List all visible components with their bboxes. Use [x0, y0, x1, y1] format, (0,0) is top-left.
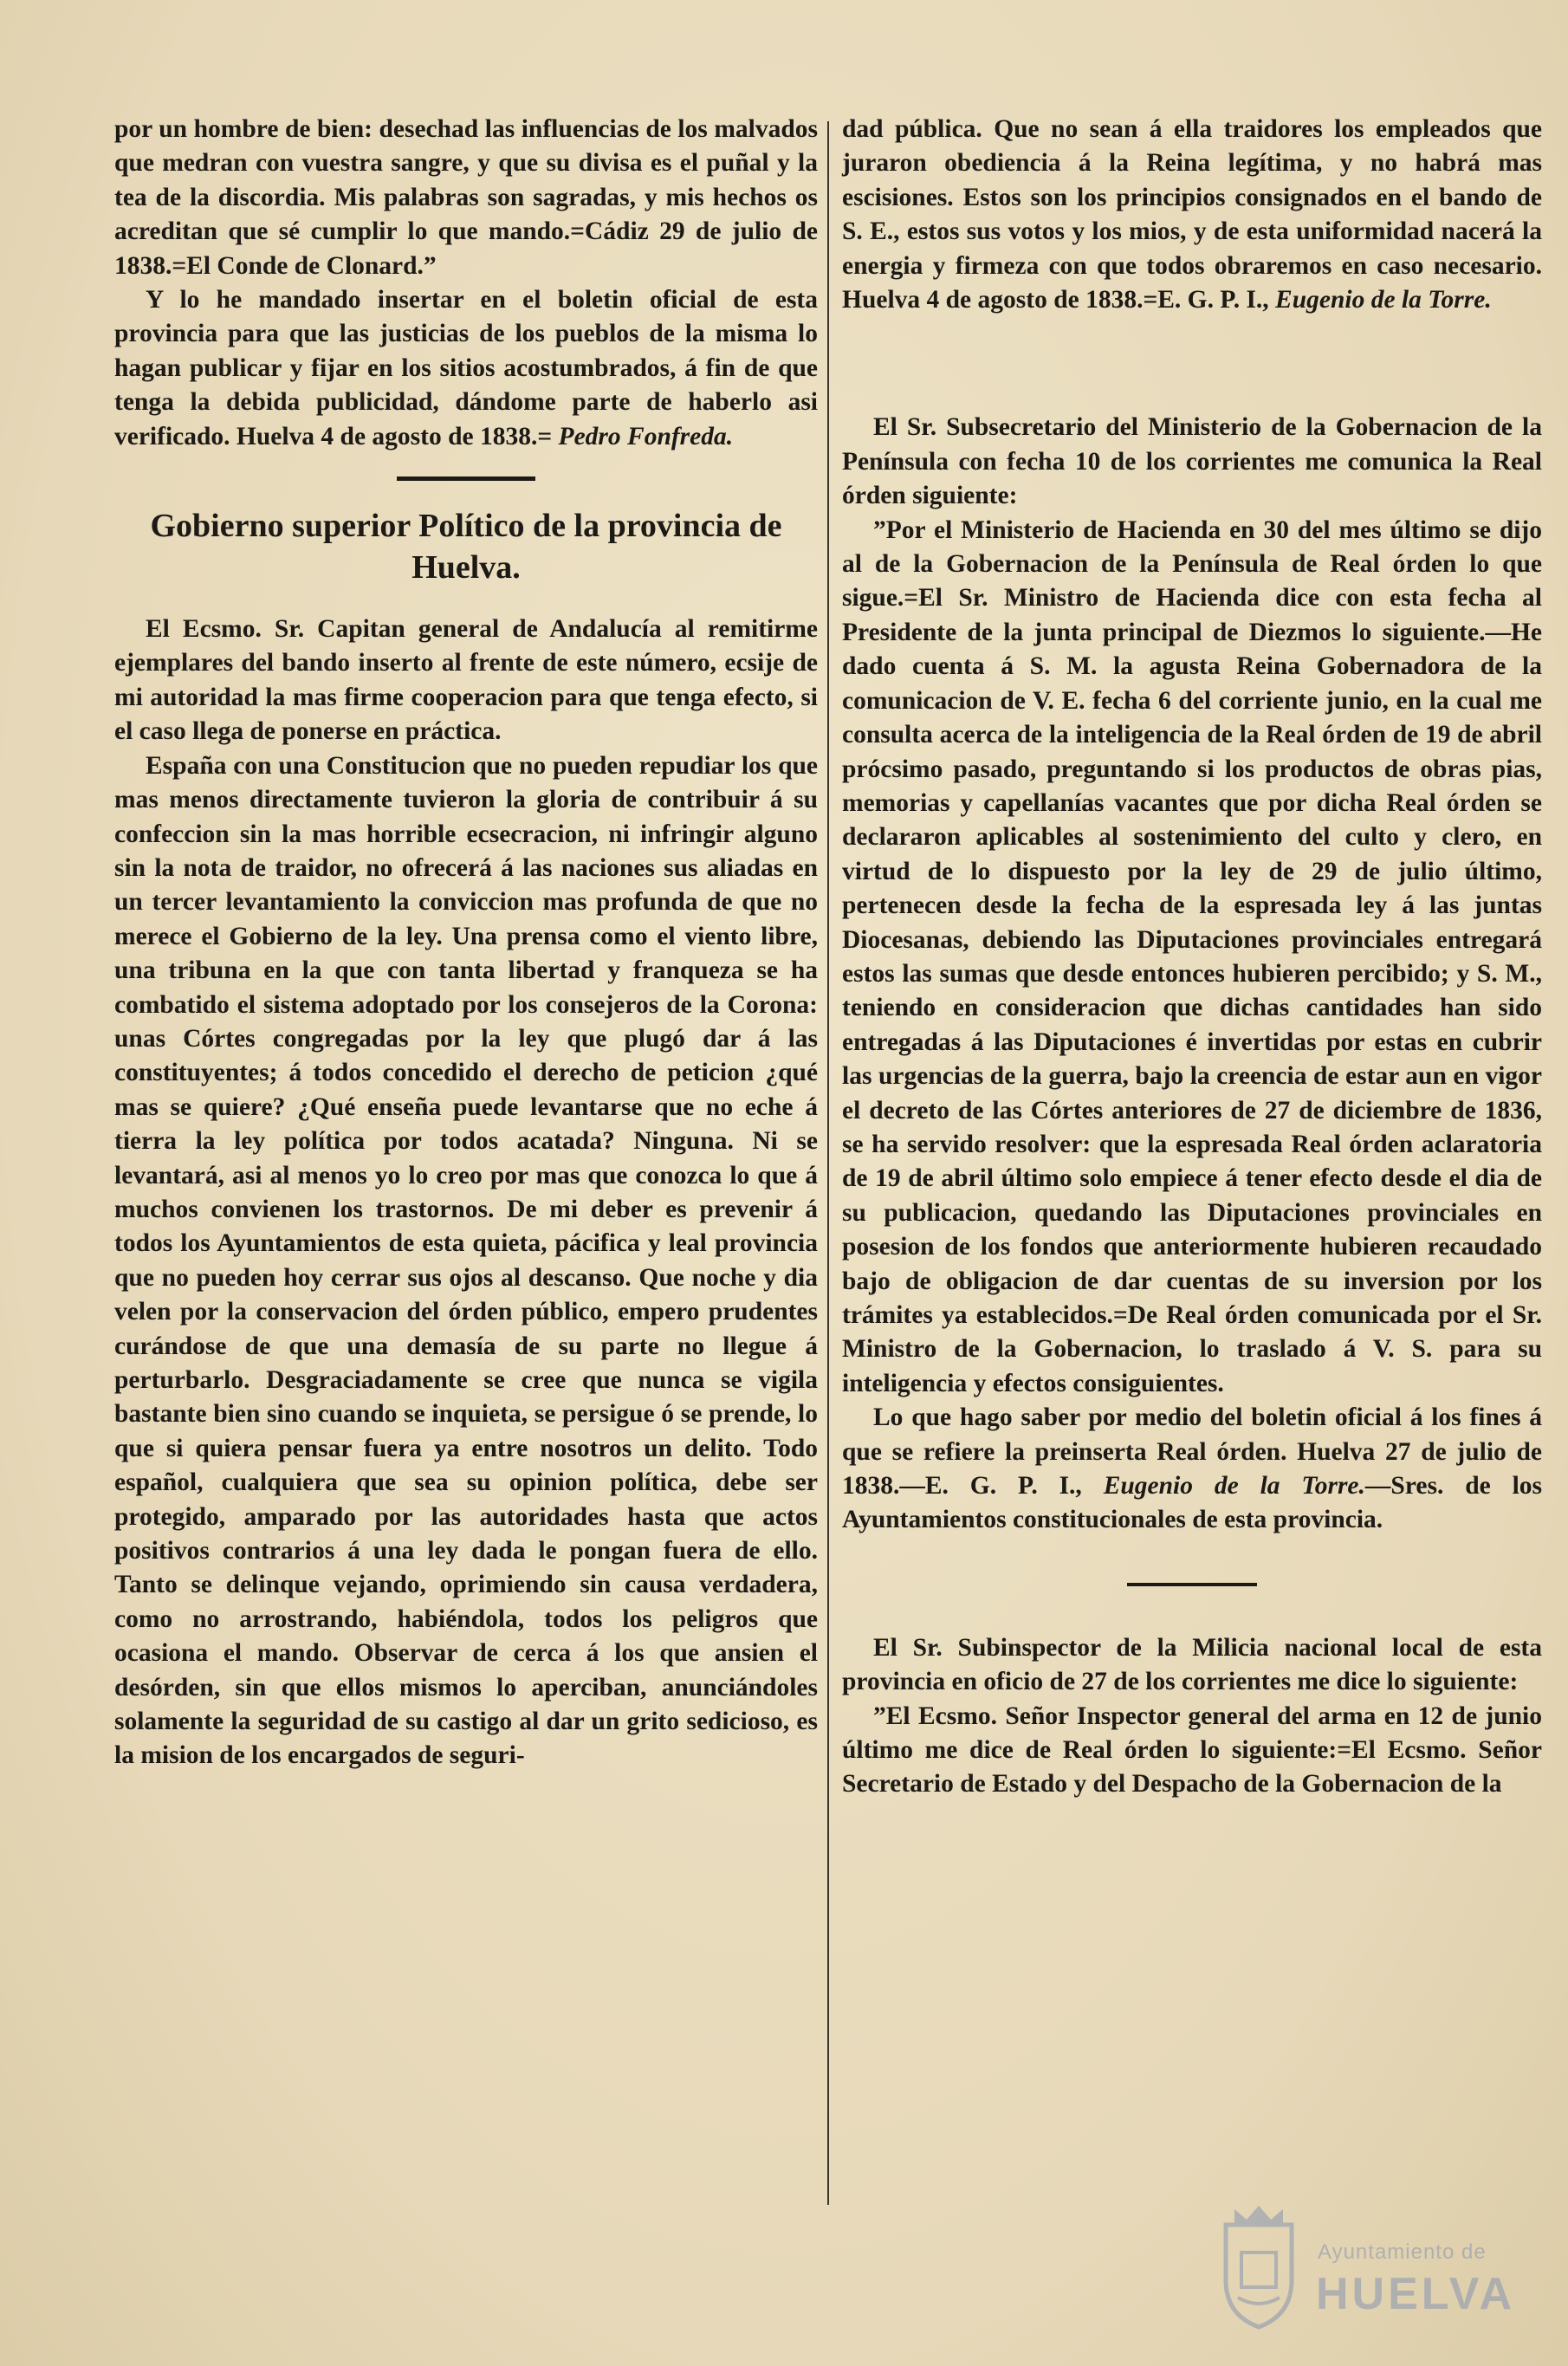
right-paragraph-3: ”Por el Ministerio de Hacienda en 30 del mes último se dijo al de la Gobernacion de la Península de Real órden lo que sigue.=El Sr. Ministro de Hacienda dice con esta fecha al Presidente de la junta principal de Diezmos lo siguiente.—He dado cuenta á S. M. la agusta Reina Gobernadora de la comunicacion de V. E. fecha 6 del corriente junio, en la cual me consulta acerca de la inteligencia de la Real órden de 19 de abril prócsimo pasado, preguntando si los productos de obras pias, memorias y capellanías vacantes que por dicha Real órden se declararon aplicables al sostenimiento del culto y clero, en virtud de lo dispuesto por la ley de 29 de julio último, pertenecen desde la fecha de la espresada ley á las juntas Diocesanas, debiendo las Diputaciones provinciales entregará estos las sumas que desde entonces hubieren percibido; y S. M., teniendo en consideracion que dichas cantidades han sido entregadas á las Diputaciones é invertidas por estas en cubrir las urgencias de la guerra, bajo la creencia de estar aun en vigor el decreto de las Córtes anteriores de 27 de diciembre de 1836, se ha servido resolver: que la espresada Real órden aclaratoria de 19 de abril último solo empiece á tener efecto desde el dia de su publicacion, quedando las Diputaciones provinciales en posesion de los fondos que anteriormente hubieren recaudado bajo de obligacion de dar cuentas de su inversion por los trámites ya establecidos.=De Real órden comunicada por el Sr. Ministro de la Gobernacion, lo traslado á V. S. para su inteligencia y efectos consiguientes.: [842, 515, 1542, 1397]
right-paragraph-1-text: dad pública. Que no sean á ella traidores los empleados que juraron obediencia á la Reina legítima, y no habrá mas escisiones. Estos son los principios consignados en el bando de S. E., estos sus votos y los mios, y de esta uniformidad nacerá la energia y firmeza con que todos obraremos en caso necesario. Huelva 4 de agosto de 1838.=E. G. P. I.,: [842, 115, 1542, 314]
section-rule: [397, 476, 535, 481]
signature-eugenio-2: Eugenio de la Torre.: [1103, 1472, 1365, 1501]
left-column: [114, 113, 818, 1773]
right-paragraph-1: [842, 113, 1542, 317]
right-paragraph-5: El Sr. Subinspector de la Milicia nacional local de esta provincia en oficio de 27 de los corrientes me dice lo siguiente:: [842, 1633, 1542, 1696]
section-rule-3: [1127, 1583, 1257, 1586]
left-paragraph-3: El Ecsmo. Sr. Capitan general de Andalucía al remitirme ejemplares del bando inserto al frente de este número, ecsije de mi autoridad la mas firme cooperacion para que tenga efecto, si el caso llega de ponerse en práctica.: [114, 615, 818, 746]
left-paragraph-2: [114, 283, 818, 454]
watermark-line-1: Ayuntamiento de: [1318, 2240, 1487, 2264]
left-paragraph-1: por un hombre de bien: desechad las influencias de los malvados que medran con vuestra sangre, y que su divisa es el puñal y la tea de la discordia. Mis palabras son sagradas, y mis hechos os acreditan que sé cumplir lo que mando.=Cádiz 29 de julio de 1838.=El Conde de Clonard.”: [114, 115, 818, 280]
section-heading: Gobierno superior Político de la provincia de Huelva.: [150, 508, 782, 587]
right-paragraph-4-tail: —Sres. de los Ayuntamientos constitucionales de esta provincia.: [842, 1472, 1543, 1534]
watermark: [1208, 2201, 1520, 2348]
signature-pedro-fonfreda: Pedro Fonfreda.: [558, 422, 734, 451]
right-paragraph-6: ”El Ecsmo. Señor Inspector general del arma en 12 de junio último me dice de Real órden lo siguiente:=El Ecsmo. Señor Secretario de Estado y del Despacho de la Gobernacion de la: [842, 1702, 1542, 1799]
watermark-line-2: HUELVA: [1316, 2269, 1516, 2319]
right-column: [842, 113, 1542, 1802]
right-paragraph-4: [842, 1401, 1542, 1538]
left-paragraph-2-text: Y lo he mandado insertar en el boletin oficial de esta provincia para que las justicias de los pueblos de la misma lo hagan publicar y fijar en los sitios acostumbrados, á fin de que tenga la debida publicidad, dándome parte de haberlo asi verificado. Huelva 4 de agosto de 1838.=: [114, 286, 818, 451]
signature-eugenio-1: Eugenio de la Torre.: [1275, 286, 1492, 314]
city-seal-icon: [1208, 2201, 1309, 2330]
column-divider: [827, 121, 829, 2205]
right-paragraph-2: El Sr. Subsecretario del Ministerio de la Gobernacion de la Península con fecha 10 de los corrientes me comunica la Real órden siguiente:: [842, 413, 1542, 510]
left-paragraph-4: España con una Constitucion que no pueden repudiar los que mas menos directamente tuvieron la gloria de contribuir á su confeccion sin la mas horrible ecsecracion, ni infringir alguno sin la nota de traidor, no ofrecerá á las naciones sus aliadas en un tercer levantamiento la conviccion mas profunda de que no merece el Gobierno de la ley. Una prensa como el viento libre, una tribuna en la que con tanta libertad y franqueza se ha combatido el sistema adoptado por los consejeros de la Corona: unas Córtes congregadas por la ley que plugó dar á las constituyentes; á todos concedido el derecho de peticion ¿qué mas se quiere? ¿Qué enseña puede levantarse que no eche á tierra la ley política por todos acatada? Ninguna. Ni se levantará, asi al menos yo lo creo por mas que conozca lo que á muchos convienen los trastornos. De mi deber es prevenir á todos los Ayuntamientos de esta quieta, pácifica y leal provincia que no pueden hoy cerrar sus ojos al descanso. Que noche y dia velen por la conservacion del órden público, empero prudentes curándose de que una demasía de su parte no llegue á perturbarlo. Desgraciadamente se cree que nunca se vigila bastante bien sino cuando se inquieta, se persigue ó se prende, lo que si quiera pensar fuera ya entre nosotros un delito. Todo español, cualquiera que sea su opinion política, debe ser protegido, amparado por las autoridades hasta que actos positivos contrarios á una ley dada le pongan fuera de ello. Tanto se delinque vejando, oprimiendo sin causa verdadera, como no arrostrando, habiéndola, todos los peligros que ocasiona el mando. Observar de cerca á los que ansien el desórden, sin que ellos mismos lo aperciban, anunciándoles solamente la seguridad de su castigo al dar un grito sedicioso, es la mision de los encargados de seguri-: [114, 751, 818, 1770]
right-paragraph-4-text: Lo que hago saber por medio del boletin oficial á los fines á que se refiere la preinserta Real órden. Huelva 27 de julio de 1838.—E. G. P. I.,: [842, 1403, 1542, 1501]
